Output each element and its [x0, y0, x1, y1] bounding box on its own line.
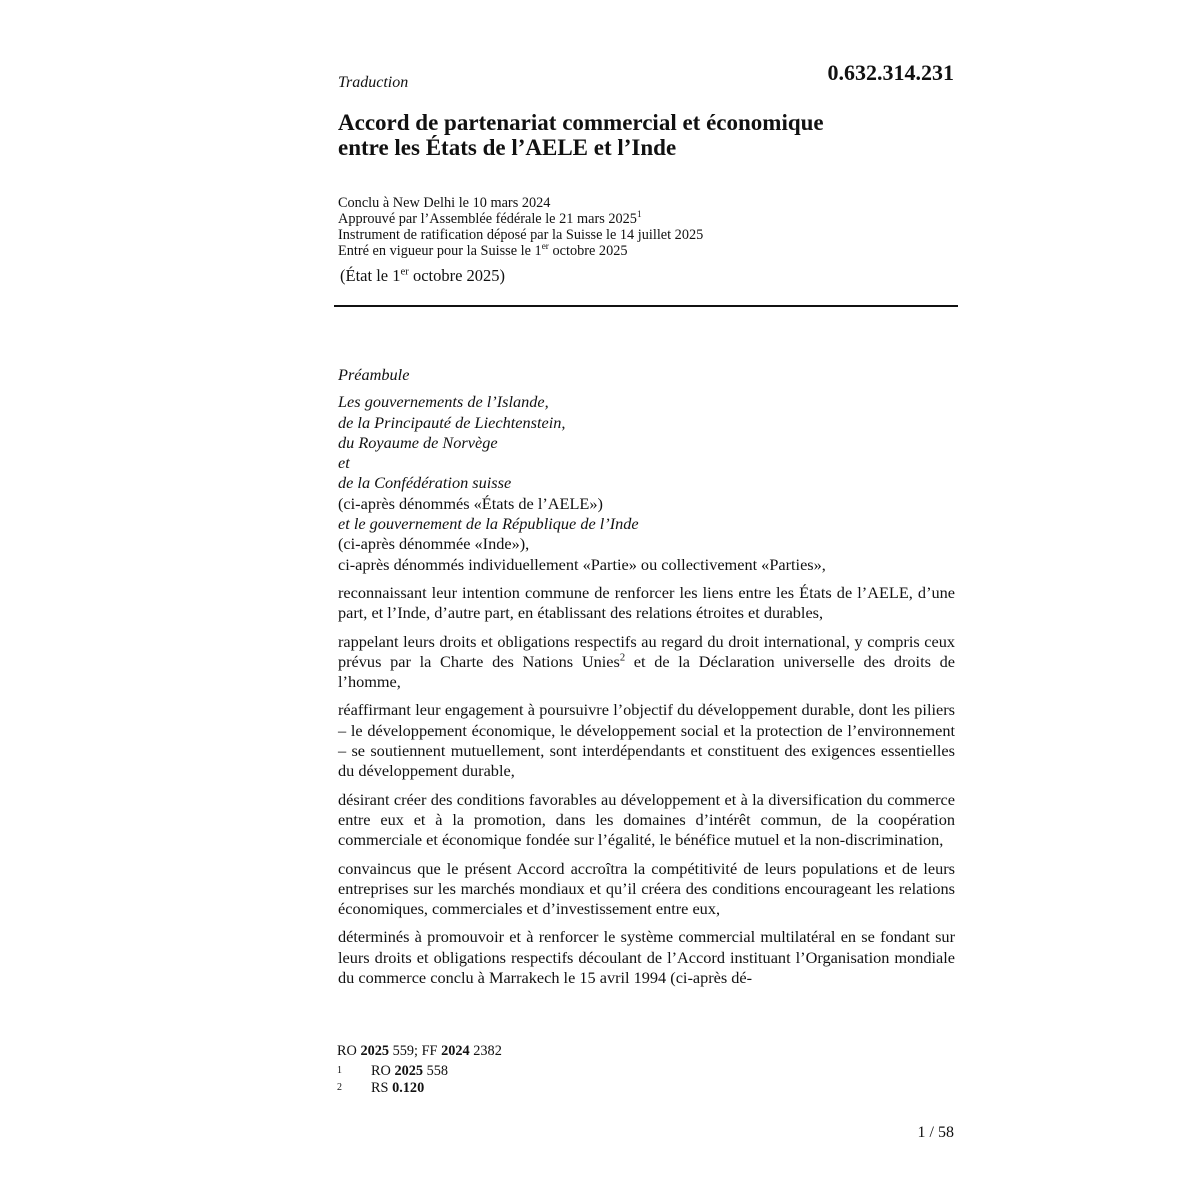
entry-sup: er: [541, 242, 549, 253]
party-india: et le gouvernement de la République de l’Inde: [338, 514, 639, 534]
party-norway: du Royaume de Norvège: [338, 432, 498, 452]
fn-main-d: 2024: [441, 1043, 470, 1059]
title-line-1: Accord de partenariat commercial et économique: [338, 110, 824, 135]
footnote-publication: [337, 1043, 502, 1060]
recital-3: réaffirmant leur engagement à poursuivre l’objectif du développement durable, dont les piliers – le développement économique, le développement social et la protection de l’environnement – se soutiennent mutuellement, sont interdépendants et constituent des exigences essentielles du développement durable,: [338, 700, 955, 781]
footnote-2: [337, 1080, 424, 1096]
concluded-line: Conclu à New Delhi le 10 mars 2024: [338, 195, 551, 211]
preamble-title: Préambule: [338, 365, 410, 384]
efta-definition: (ci-après dénommés «États de l’AELE»): [338, 493, 603, 513]
footnote-ref-1[interactable]: 1: [636, 210, 642, 221]
document-title: [338, 110, 958, 160]
state-date: [340, 266, 505, 286]
party-iceland: Les gouvernements de l’Islande,: [338, 392, 549, 412]
footnote-ref-2[interactable]: 2: [619, 652, 626, 664]
approved-line: [338, 211, 958, 227]
recital-1: reconnaissant leur intention commune de renforcer les liens entre les États de l’AELE, d’une part, et l’Inde, d’autre part, en établissant des relations étroites et durables,: [338, 582, 955, 623]
title-line-2: entre les États de l’AELE et l’Inde: [338, 135, 677, 160]
page-number: 1 / 58: [917, 1124, 954, 1141]
recital-2: [338, 632, 955, 693]
footnote-1: [337, 1063, 448, 1079]
fn2-b: 0.120: [392, 1080, 425, 1096]
state-sup: er: [400, 265, 409, 278]
fn1-c: 558: [423, 1063, 449, 1079]
india-definition: (ci-après dénommée «Inde»),: [338, 534, 530, 554]
fn-main-a: RO: [337, 1043, 361, 1059]
translation-label: Traduction: [338, 74, 409, 91]
fn-main-e: 2382: [469, 1043, 502, 1059]
state-text-a: (État le 1: [340, 266, 401, 285]
rs-number: 0.632.314.231: [827, 60, 954, 85]
fn2-a: RS: [371, 1080, 393, 1096]
recital-6: déterminés à promouvoir et à renforcer le système commercial multilatéral en se fondant sur leurs droits et obligations respectifs découlant de l’Accord instituant l’Organisation mondiale du commerce conclu à Marrakech le 15 avril 1994 (ci-après dé-: [338, 927, 955, 988]
party-liechtenstein: de la Principauté de Liechtenstein,: [338, 412, 566, 432]
footnote-1-number: 1: [337, 1065, 342, 1076]
fn1-a: RO: [371, 1063, 395, 1079]
ratification-line: Instrument de ratification déposé par la Suisse le 14 juillet 2025: [338, 227, 704, 243]
party-and: et: [338, 453, 350, 473]
fn-main-b: 2025: [360, 1043, 390, 1059]
recital-5: convaincus que le présent Accord accroîtra la compétitivité de leurs populations et de leurs entreprises sur les marchés mondiaux et qu’il créera des conditions encourageant les relations économiques, commerciales et d’investissement entre eux,: [338, 858, 955, 919]
entry-text-a: Entré en vigueur pour la Suisse le 1: [338, 243, 542, 259]
fn-main-c: 559; FF: [389, 1043, 442, 1059]
approved-text: Approuvé par l’Assemblée fédérale le 21 mars 2025: [338, 211, 637, 227]
footnote-2-number: 2: [337, 1082, 342, 1093]
parties-definition: ci-après dénommés individuellement «Partie» ou collectivement «Parties»,: [338, 554, 826, 574]
recital-2-text-b: et de la Déclaration universelle des droits de l’homme,: [338, 651, 955, 692]
fn1-b: 2025: [394, 1063, 424, 1079]
document-metadata: [338, 195, 958, 259]
party-switzerland: de la Confédération suisse: [338, 473, 512, 493]
recital-2-text-a: rappelant leurs droits et obligations respectifs au regard du droit international, y compris ceux prévus par la Charte des Nations Unies: [338, 631, 955, 671]
preamble: [338, 365, 955, 988]
state-text-b: octobre 2025): [408, 266, 506, 285]
header-divider: [334, 305, 958, 307]
entry-text-b: octobre 2025: [548, 243, 628, 259]
recital-4: désirant créer des conditions favorables au développement et à la diversification du commerce entre eux et à la promotion, dans les domaines d’intérêt commun, de la coopération commerciale et économique fondée sur l’égalité, le bénéfice mutuel et la non-discrimination,: [338, 789, 955, 850]
entry-into-force-line: [338, 243, 958, 259]
